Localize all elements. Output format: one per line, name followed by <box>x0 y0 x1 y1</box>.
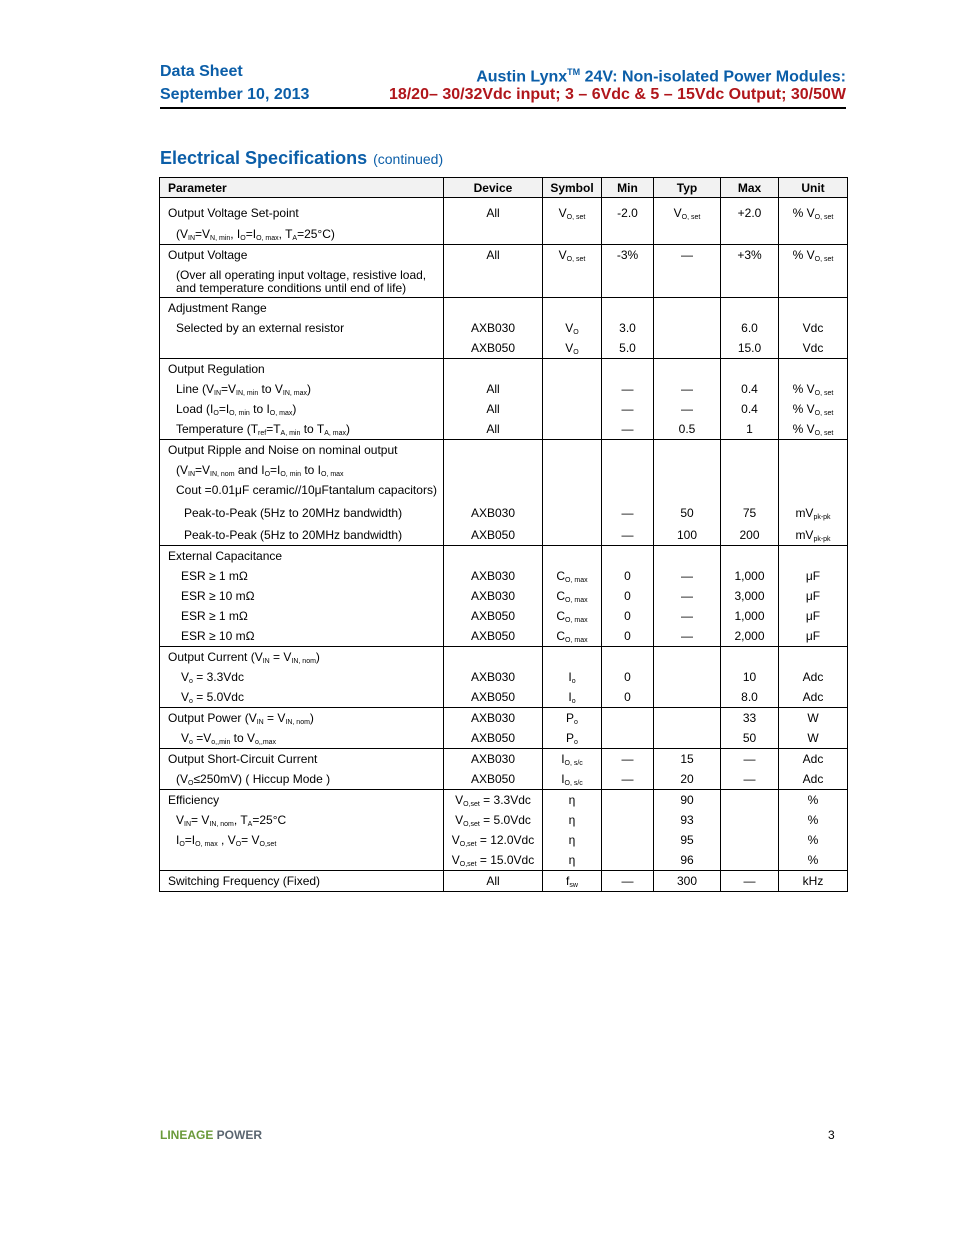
cell-unit <box>779 297 848 318</box>
cell-typ <box>654 667 721 687</box>
table-row <box>160 810 848 830</box>
cell-typ: — <box>654 245 721 266</box>
doc-date: September 10, 2013 <box>160 86 310 103</box>
cell-typ: — <box>654 586 721 606</box>
table-header-row <box>160 178 848 198</box>
cell-min: — <box>602 523 654 546</box>
col-header-min: Min <box>602 178 654 198</box>
cell-typ <box>654 708 721 729</box>
cell-min: 0 <box>602 667 654 687</box>
table-row <box>160 871 848 892</box>
cell-typ: 96 <box>654 850 721 871</box>
cell-symbol <box>543 500 602 523</box>
cell-max: — <box>721 769 779 790</box>
cell-min: 0 <box>602 687 654 708</box>
footer-brand <box>160 1128 262 1142</box>
table-row <box>160 687 848 708</box>
cell-max: 1,000 <box>721 606 779 626</box>
trademark: TM <box>567 67 581 77</box>
cell-device: All <box>444 198 543 223</box>
cell-symbol: $C_{O, max}$ <box>543 586 602 606</box>
cell-unit: % <box>779 850 848 871</box>
cell-symbol: $f_{sw}$ <box>543 871 602 892</box>
table-row <box>160 419 848 440</box>
cell-unit: Vdc <box>779 338 848 359</box>
cell-max: 15.0 <box>721 338 779 359</box>
table-row <box>160 850 848 871</box>
cell-typ: 0.5 <box>654 419 721 440</box>
cell-device <box>444 297 543 318</box>
cell-device: All <box>444 419 543 440</box>
cell-symbol: $I_o$ <box>543 667 602 687</box>
cell-unit: Adc <box>779 749 848 770</box>
cell-unit: kHz <box>779 871 848 892</box>
cell-max: 0.4 <box>721 399 779 419</box>
header-rule <box>160 107 846 109</box>
cell-unit: % $V_{O, set}$ <box>779 245 848 266</box>
cell-device: AXB030 <box>444 586 543 606</box>
cell-symbol: $C_{O, max}$ <box>543 566 602 586</box>
table-row <box>160 566 848 586</box>
cell-typ <box>654 318 721 338</box>
cell-unit <box>779 223 848 245</box>
cell-parameter: Output Ripple and Noise on nominal output <box>160 439 444 460</box>
cell-max <box>721 830 779 850</box>
col-header-symbol: Symbol <box>543 178 602 198</box>
cell-symbol: $C_{O, max}$ <box>543 606 602 626</box>
cell-max: 200 <box>721 523 779 546</box>
product-desc: 24V: Non-isolated Power Modules: <box>580 68 846 86</box>
col-header-max: Max <box>721 178 779 198</box>
cell-min <box>602 297 654 318</box>
cell-typ: $V_{O, set}$ <box>654 198 721 223</box>
cell-min: -2.0 <box>602 198 654 223</box>
cell-typ: — <box>654 399 721 419</box>
cell-device: All <box>444 871 543 892</box>
cell-typ <box>654 728 721 749</box>
cell-device <box>444 439 543 460</box>
cell-device: All <box>444 379 543 399</box>
table-row <box>160 647 848 668</box>
table-row <box>160 546 848 567</box>
table-row <box>160 318 848 338</box>
cell-max <box>721 439 779 460</box>
cell-symbol <box>543 223 602 245</box>
cell-parameter: $I_O=I_{O, max}$ , $V_O= V_{O,set}$ <box>160 830 444 850</box>
table-row <box>160 399 848 419</box>
cell-device: AXB030 <box>444 500 543 523</box>
cell-symbol <box>543 265 602 297</box>
cell-typ <box>654 480 721 500</box>
cell-typ <box>654 223 721 245</box>
cell-min: 0 <box>602 586 654 606</box>
cell-device <box>444 546 543 567</box>
cell-min: 0 <box>602 606 654 626</box>
table-row <box>160 358 848 379</box>
cell-min: — <box>602 749 654 770</box>
cell-unit: % <box>779 790 848 811</box>
cell-max: 2,000 <box>721 626 779 647</box>
cell-unit <box>779 439 848 460</box>
cell-unit: W <box>779 708 848 729</box>
table-row <box>160 460 848 480</box>
cell-device: All <box>444 399 543 419</box>
col-header-parameter: Parameter <box>160 178 444 198</box>
cell-max: 6.0 <box>721 318 779 338</box>
cell-parameter <box>160 338 444 359</box>
cell-typ <box>654 546 721 567</box>
table-row <box>160 379 848 399</box>
cell-parameter: ESR ≥ 10 mΩ <box>160 586 444 606</box>
cell-min: 5.0 <box>602 338 654 359</box>
cell-device: AXB030 <box>444 667 543 687</box>
cell-device <box>444 358 543 379</box>
cell-symbol <box>543 399 602 419</box>
cell-min: -3% <box>602 245 654 266</box>
cell-typ <box>654 647 721 668</box>
cell-symbol <box>543 480 602 500</box>
cell-typ <box>654 265 721 297</box>
cell-unit: $mV_{pk-pk}$ <box>779 523 848 546</box>
cell-parameter: ESR ≥ 1 mΩ <box>160 566 444 586</box>
cell-min <box>602 265 654 297</box>
cell-parameter: ($V_{IN}=V_{N, min}$, $I_O=I_{O, max}$, $T_A=25^\circ C$) <box>160 223 444 245</box>
cell-symbol <box>543 546 602 567</box>
cell-device: AXB050 <box>444 338 543 359</box>
cell-unit: μF <box>779 586 848 606</box>
cell-min: — <box>602 500 654 523</box>
cell-unit: Adc <box>779 687 848 708</box>
cell-typ: — <box>654 566 721 586</box>
table-row <box>160 606 848 626</box>
cell-symbol: η <box>543 790 602 811</box>
cell-parameter: Selected by an external resistor <box>160 318 444 338</box>
cell-parameter: (Over all operating input voltage, resistive load, and temperature conditions until end of life) <box>160 265 444 297</box>
cell-symbol: $I_{O, s/c}$ <box>543 749 602 770</box>
cell-parameter: Adjustment Range <box>160 297 444 318</box>
cell-device: AXB050 <box>444 769 543 790</box>
cell-parameter: Output Voltage Set-point <box>160 198 444 223</box>
cell-max: 8.0 <box>721 687 779 708</box>
cell-parameter: Peak-to-Peak (5Hz to 20MHz bandwidth) <box>160 500 444 523</box>
cell-typ: — <box>654 626 721 647</box>
cell-device: $V_{O,set} = 5.0Vdc$ <box>444 810 543 830</box>
cell-max <box>721 850 779 871</box>
cell-min: — <box>602 871 654 892</box>
cell-parameter: Output Power $(V_{IN} = V_{IN, nom})$ <box>160 708 444 729</box>
cell-max <box>721 297 779 318</box>
cell-unit <box>779 265 848 297</box>
cell-parameter: Cout =0.01μF ceramic//10μFtantalum capacitors) <box>160 480 444 500</box>
cell-max: — <box>721 871 779 892</box>
page-number: 3 <box>828 1128 835 1142</box>
cell-typ: 100 <box>654 523 721 546</box>
section-title <box>160 148 443 169</box>
col-header-device: Device <box>444 178 543 198</box>
cell-max: 75 <box>721 500 779 523</box>
cell-device: AXB030 <box>444 708 543 729</box>
cell-device: $V_{O,set} = 12.0Vdc$ <box>444 830 543 850</box>
cell-parameter: Output Short-Circuit Current <box>160 749 444 770</box>
cell-symbol <box>543 419 602 440</box>
cell-min: — <box>602 399 654 419</box>
cell-typ <box>654 297 721 318</box>
cell-symbol: $V_O$ <box>543 318 602 338</box>
cell-parameter: $(V_O\le 250mV)$ ( Hiccup Mode ) <box>160 769 444 790</box>
cell-min <box>602 647 654 668</box>
cell-max: 1,000 <box>721 566 779 586</box>
cell-symbol: η <box>543 830 602 850</box>
cell-max: 0.4 <box>721 379 779 399</box>
cell-min <box>602 790 654 811</box>
cell-typ: 15 <box>654 749 721 770</box>
cell-parameter: ESR ≥ 1 mΩ <box>160 606 444 626</box>
cell-min: 3.0 <box>602 318 654 338</box>
cell-device: $V_{O,set} = 3.3Vdc$ <box>444 790 543 811</box>
electrical-spec-table <box>159 177 848 892</box>
cell-min <box>602 480 654 500</box>
cell-parameter: ($V_{IN}=V_{IN, nom}$ and $I_O=I_{O, min}$ to $I_{O, max}$ <box>160 460 444 480</box>
cell-parameter: Output Regulation <box>160 358 444 379</box>
cell-max <box>721 480 779 500</box>
cell-typ: — <box>654 379 721 399</box>
table-row <box>160 439 848 460</box>
doc-type: Data Sheet <box>160 63 243 80</box>
table-row <box>160 480 848 500</box>
cell-max <box>721 460 779 480</box>
cell-max: 10 <box>721 667 779 687</box>
cell-unit <box>779 647 848 668</box>
cell-symbol: $V_{O, set}$ <box>543 245 602 266</box>
cell-unit <box>779 460 848 480</box>
cell-max: 1 <box>721 419 779 440</box>
cell-typ <box>654 358 721 379</box>
cell-symbol: $P_o$ <box>543 728 602 749</box>
cell-typ <box>654 460 721 480</box>
brand-power: POWER <box>213 1128 263 1142</box>
cell-min <box>602 728 654 749</box>
table-row <box>160 523 848 546</box>
cell-unit: % $V_{O, set}$ <box>779 399 848 419</box>
cell-device: AXB050 <box>444 606 543 626</box>
cell-symbol <box>543 523 602 546</box>
cell-unit: % <box>779 830 848 850</box>
cell-parameter: Output Voltage <box>160 245 444 266</box>
cell-min: — <box>602 379 654 399</box>
table-body <box>160 198 848 892</box>
cell-min: 0 <box>602 626 654 647</box>
cell-typ: 50 <box>654 500 721 523</box>
cell-parameter <box>160 850 444 871</box>
cell-max <box>721 790 779 811</box>
cell-unit: Vdc <box>779 318 848 338</box>
cell-min <box>602 358 654 379</box>
cell-max: +3% <box>721 245 779 266</box>
table-row <box>160 297 848 318</box>
cell-unit: Adc <box>779 667 848 687</box>
cell-device <box>444 647 543 668</box>
cell-min <box>602 830 654 850</box>
cell-parameter: Switching Frequency (Fixed) <box>160 871 444 892</box>
cell-max <box>721 546 779 567</box>
cell-device <box>444 223 543 245</box>
cell-symbol <box>543 439 602 460</box>
cell-device: All <box>444 245 543 266</box>
table-row <box>160 708 848 729</box>
brand-lineage: LINEAGE <box>160 1128 214 1142</box>
cell-typ: 93 <box>654 810 721 830</box>
cell-device: AXB050 <box>444 687 543 708</box>
cell-symbol: $I_{O, s/c}$ <box>543 769 602 790</box>
table-row <box>160 338 848 359</box>
cell-typ: — <box>654 606 721 626</box>
table-row <box>160 245 848 266</box>
table-row <box>160 265 848 297</box>
cell-min <box>602 708 654 729</box>
cell-unit: % $V_{O, set}$ <box>779 198 848 223</box>
cell-symbol: $C_{O, max}$ <box>543 626 602 647</box>
cell-unit: % $V_{O, set}$ <box>779 419 848 440</box>
col-header-unit: Unit <box>779 178 848 198</box>
cell-device <box>444 265 543 297</box>
cell-parameter: $V_o = 5.0Vdc$ <box>160 687 444 708</box>
cell-min <box>602 439 654 460</box>
product-name: Austin Lynx <box>476 68 568 86</box>
cell-parameter: ESR ≥ 10 mΩ <box>160 626 444 647</box>
cell-unit: Adc <box>779 769 848 790</box>
cell-parameter: $V_{IN}= V_{IN, nom}$, $T_A=25^\circ C$ <box>160 810 444 830</box>
table-row <box>160 790 848 811</box>
cell-min: — <box>602 419 654 440</box>
cell-symbol: $V_{O, set}$ <box>543 198 602 223</box>
cell-parameter: Load ($I_O=I_{O, min}$ to $I_{O, max}$) <box>160 399 444 419</box>
col-header-typ: Typ <box>654 178 721 198</box>
table-row <box>160 586 848 606</box>
table-row <box>160 830 848 850</box>
cell-min <box>602 810 654 830</box>
table-row <box>160 769 848 790</box>
cell-parameter: $V_o =V_{o,,min}$ to $V_{o,,max}$ <box>160 728 444 749</box>
cell-device: AXB030 <box>444 318 543 338</box>
cell-parameter: Line ($V_{IN}=V_{IN, min}$ to $V_{IN, max}$) <box>160 379 444 399</box>
cell-unit <box>779 358 848 379</box>
cell-unit: $mV_{pk-pk}$ <box>779 500 848 523</box>
cell-device: AXB050 <box>444 626 543 647</box>
cell-unit: % $V_{O, set}$ <box>779 379 848 399</box>
cell-device: $V_{O,set} = 15.0Vdc$ <box>444 850 543 871</box>
cell-device: AXB030 <box>444 749 543 770</box>
section-continued: (continued) <box>373 151 444 167</box>
cell-typ: 95 <box>654 830 721 850</box>
cell-unit <box>779 546 848 567</box>
table-row <box>160 223 848 245</box>
cell-unit: % <box>779 810 848 830</box>
cell-parameter: Peak-to-Peak (5Hz to 20MHz bandwidth) <box>160 523 444 546</box>
cell-symbol <box>543 379 602 399</box>
cell-symbol: η <box>543 850 602 871</box>
cell-min <box>602 850 654 871</box>
cell-max: +2.0 <box>721 198 779 223</box>
cell-symbol: η <box>543 810 602 830</box>
cell-typ: 90 <box>654 790 721 811</box>
cell-unit: μF <box>779 566 848 586</box>
table-row <box>160 728 848 749</box>
cell-max: 33 <box>721 708 779 729</box>
cell-max: 50 <box>721 728 779 749</box>
section-title-text: Electrical Specifications <box>160 148 368 168</box>
table-row <box>160 500 848 523</box>
cell-symbol <box>543 460 602 480</box>
product-subtitle: 18/20– 30/32Vdc input; 3 – 6Vdc & 5 – 15Vdc Output; 30/50W <box>388 86 846 103</box>
cell-symbol <box>543 358 602 379</box>
cell-max: 3,000 <box>721 586 779 606</box>
cell-parameter: Output Current $(V_{IN} = V_{IN, nom})$ <box>160 647 444 668</box>
table-row <box>160 749 848 770</box>
cell-unit: μF <box>779 606 848 626</box>
cell-unit: W <box>779 728 848 749</box>
cell-device: AXB030 <box>444 566 543 586</box>
cell-typ: 20 <box>654 769 721 790</box>
cell-max <box>721 265 779 297</box>
product-title <box>476 62 846 87</box>
cell-symbol <box>543 297 602 318</box>
cell-min <box>602 546 654 567</box>
cell-min: — <box>602 769 654 790</box>
cell-min <box>602 223 654 245</box>
cell-min <box>602 460 654 480</box>
cell-unit <box>779 480 848 500</box>
cell-device: AXB050 <box>444 523 543 546</box>
cell-parameter: External Capacitance <box>160 546 444 567</box>
cell-typ: 300 <box>654 871 721 892</box>
cell-min: 0 <box>602 566 654 586</box>
cell-symbol: $I_o$ <box>543 687 602 708</box>
cell-max <box>721 223 779 245</box>
cell-max <box>721 358 779 379</box>
table-row <box>160 667 848 687</box>
cell-max <box>721 647 779 668</box>
cell-device: AXB050 <box>444 728 543 749</box>
cell-max <box>721 810 779 830</box>
cell-parameter: Temperature ($T_{ref}=T_{A, min}$ to $T_{A, max}$) <box>160 419 444 440</box>
cell-symbol <box>543 647 602 668</box>
cell-unit: μF <box>779 626 848 647</box>
cell-max: — <box>721 749 779 770</box>
cell-device <box>444 480 543 500</box>
cell-symbol: $V_O$ <box>543 338 602 359</box>
cell-parameter: Efficiency <box>160 790 444 811</box>
cell-parameter: $V_o = 3.3Vdc$ <box>160 667 444 687</box>
cell-device <box>444 460 543 480</box>
cell-typ <box>654 338 721 359</box>
cell-typ <box>654 687 721 708</box>
table-row <box>160 198 848 223</box>
cell-typ <box>654 439 721 460</box>
table-row <box>160 626 848 647</box>
cell-symbol: $P_o$ <box>543 708 602 729</box>
